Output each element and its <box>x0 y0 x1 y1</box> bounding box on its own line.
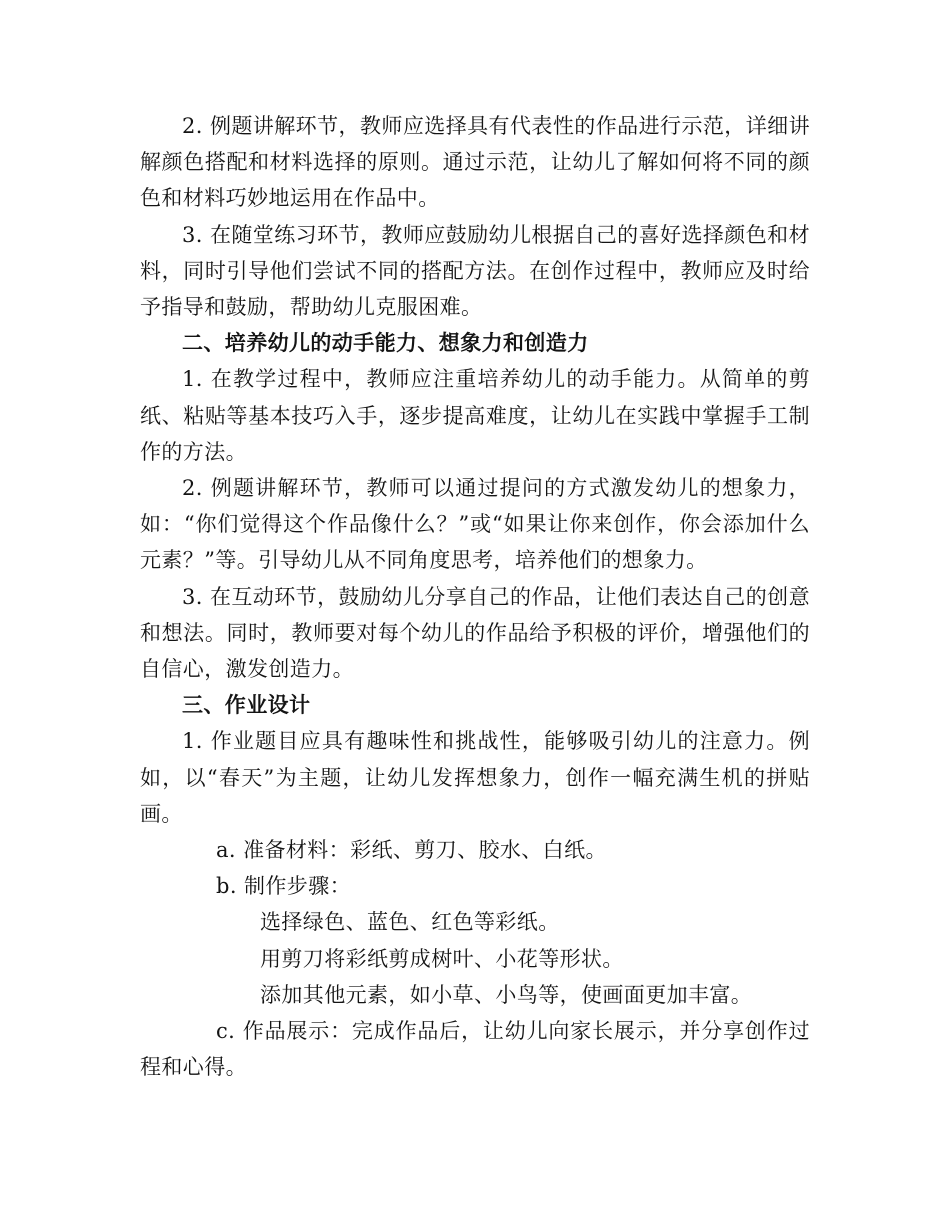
section-heading-3: 三、作业设计 <box>182 692 311 718</box>
step-item-3: 添加其他元素，如小草、小鸟等，使画面更加丰富。 <box>260 982 753 1007</box>
list-item-b: b. 制作步骤： <box>216 874 351 899</box>
paragraph-s2-1: 1. 在教学过程中，教师应注重培养幼儿的动手能力。从简单的剪纸、粘贴等基本技巧入手，逐步提高难度，让幼儿在实践中掌握手工制作的方法。 <box>140 367 810 464</box>
paragraph-s2-2: 2. 例题讲解环节，教师可以通过提问的方式激发幼儿的想象力，如：“你们觉得这个作品像什么？”或“如果让你来创作，你会添加什么元素？”等。引导幼儿从不同角度思考，培养他们的想象力。 <box>140 476 810 573</box>
step-item-2: 用剪刀将彩纸剪成树叶、小花等形状。 <box>260 946 624 971</box>
paragraph-s3-1: 1. 作业题目应具有趣味性和挑战性，能够吸引幼儿的注意力。例如，以“春天”为主题，让幼儿发挥想象力，创作一幅充满生机的拼贴画。 <box>140 729 810 826</box>
paragraph-s1-3: 3. 在随堂练习环节，教师应鼓励幼儿根据自己的喜好选择颜色和材料，同时引导他们尝试不同的搭配方法。在创作过程中，教师应及时给予指导和鼓励，帮助幼儿克服困难。 <box>140 222 810 320</box>
document-page <box>140 108 810 1085</box>
paragraph-s2-3: 3. 在互动环节，鼓励幼儿分享自己的作品，让他们表达自己的创意和想法。同时，教师要对每个幼儿的作品给予积极的评价，增强他们的自信心，激发创造力。 <box>140 584 810 682</box>
paragraph-s1-2: 2. 例题讲解环节，教师应选择具有代表性的作品进行示范，详细讲解颜色搭配和材料选择的原则。通过示范，让幼儿了解如何将不同的颜色和材料巧妙地运用在作品中。 <box>140 114 810 211</box>
section-heading-2: 二、培养幼儿的动手能力、想象力和创造力 <box>182 330 589 356</box>
list-item-c: c. 作品展示：完成作品后，让幼儿向家长展示，并分享创作过程和心得。 <box>140 1019 810 1080</box>
step-item-1: 选择绿色、蓝色、红色等彩纸。 <box>260 910 560 935</box>
list-item-a: a. 准备材料：彩纸、剪刀、胶水、白纸。 <box>216 838 607 863</box>
